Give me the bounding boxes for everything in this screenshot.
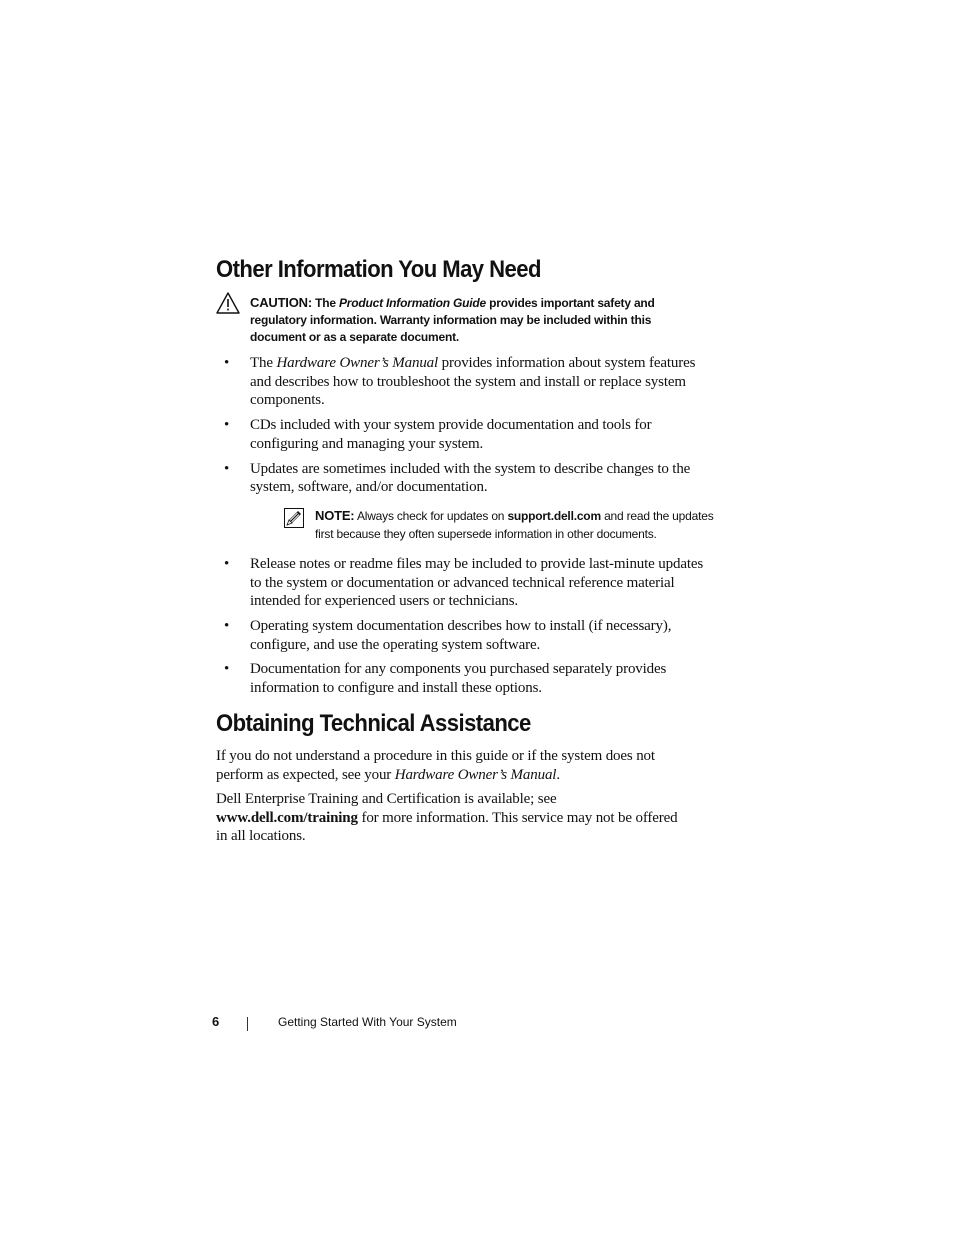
footer-document-title: Getting Started With Your System bbox=[278, 1015, 457, 1029]
page-number: 6 bbox=[212, 1014, 220, 1029]
bullet-text: CDs included with your system provide documentation and tools for configuring and managing your system. bbox=[250, 417, 652, 452]
para-doc-title: Hardware Owner’s Manual bbox=[394, 766, 557, 783]
training-url-link[interactable]: www.dell.com/training bbox=[216, 809, 358, 826]
bullet-text-pre: The bbox=[250, 355, 273, 371]
bullet-text: Operating system documentation describes how to install (if necessary), configure, and use the operating system software. bbox=[250, 618, 672, 653]
caution-doc-title: Product Information Guide bbox=[338, 296, 486, 310]
para-text-pre: If you do not understand a procedure in this guide or if the system does not perform as expected, see your bbox=[216, 748, 655, 783]
section-heading-technical-assistance: Obtaining Technical Assistance bbox=[216, 710, 531, 737]
bullet-item-cds bbox=[216, 416, 716, 453]
bullet-text: Release notes or readme files may be included to provide last-minute updates to the system or documentation or advanced technical reference material intended for experienced users or technicians. bbox=[250, 555, 704, 610]
note-text-pre: Always check for updates on bbox=[356, 508, 505, 523]
section-heading-other-information: Other Information You May Need bbox=[216, 256, 541, 283]
note-block bbox=[284, 507, 716, 543]
caution-text-post: provides important safety and regulatory information. Warranty information may be included within this document or as a separate document. bbox=[250, 296, 655, 344]
para-text-pre: Dell Enterprise Training and Certification is available; see bbox=[216, 791, 557, 807]
para-text-post: . bbox=[556, 766, 560, 783]
caution-text-pre: The bbox=[315, 296, 336, 310]
bullet-text: Updates are sometimes included with the system to describe changes to the system, software, and/or documentation. bbox=[250, 460, 691, 496]
footer-divider bbox=[247, 1017, 248, 1031]
bullet-text-post: provides information about system features and describes how to troubleshoot the system and install or replace system components. bbox=[250, 355, 696, 409]
info-bullet-list bbox=[216, 354, 716, 704]
support-url-link[interactable]: support.dell.com bbox=[507, 508, 601, 523]
bullet-item-os-docs bbox=[216, 617, 716, 654]
bullet-item-hardware-manual bbox=[216, 354, 716, 410]
bullet-item-release-notes bbox=[216, 555, 716, 611]
caution-text bbox=[250, 294, 690, 346]
bullet-item-component-docs bbox=[216, 660, 716, 697]
pencil-note-icon bbox=[284, 508, 304, 528]
assistance-paragraph bbox=[216, 747, 686, 784]
note-label: NOTE: bbox=[315, 507, 355, 523]
warning-triangle-icon bbox=[216, 292, 240, 314]
bullet-text: Documentation for any components you purchased separately provides information to configure and install these options. bbox=[250, 661, 667, 697]
bullet-doc-title: Hardware Owner’s Manual bbox=[276, 355, 439, 371]
para-text-post: for more information. This service may not be offered in all locations. bbox=[216, 809, 678, 845]
training-paragraph bbox=[216, 790, 686, 846]
bullet-item-updates bbox=[216, 460, 716, 543]
caution-label: CAUTION: bbox=[250, 295, 312, 310]
note-text-post: and read the updates first because they often supersede information in other documents. bbox=[315, 508, 714, 541]
